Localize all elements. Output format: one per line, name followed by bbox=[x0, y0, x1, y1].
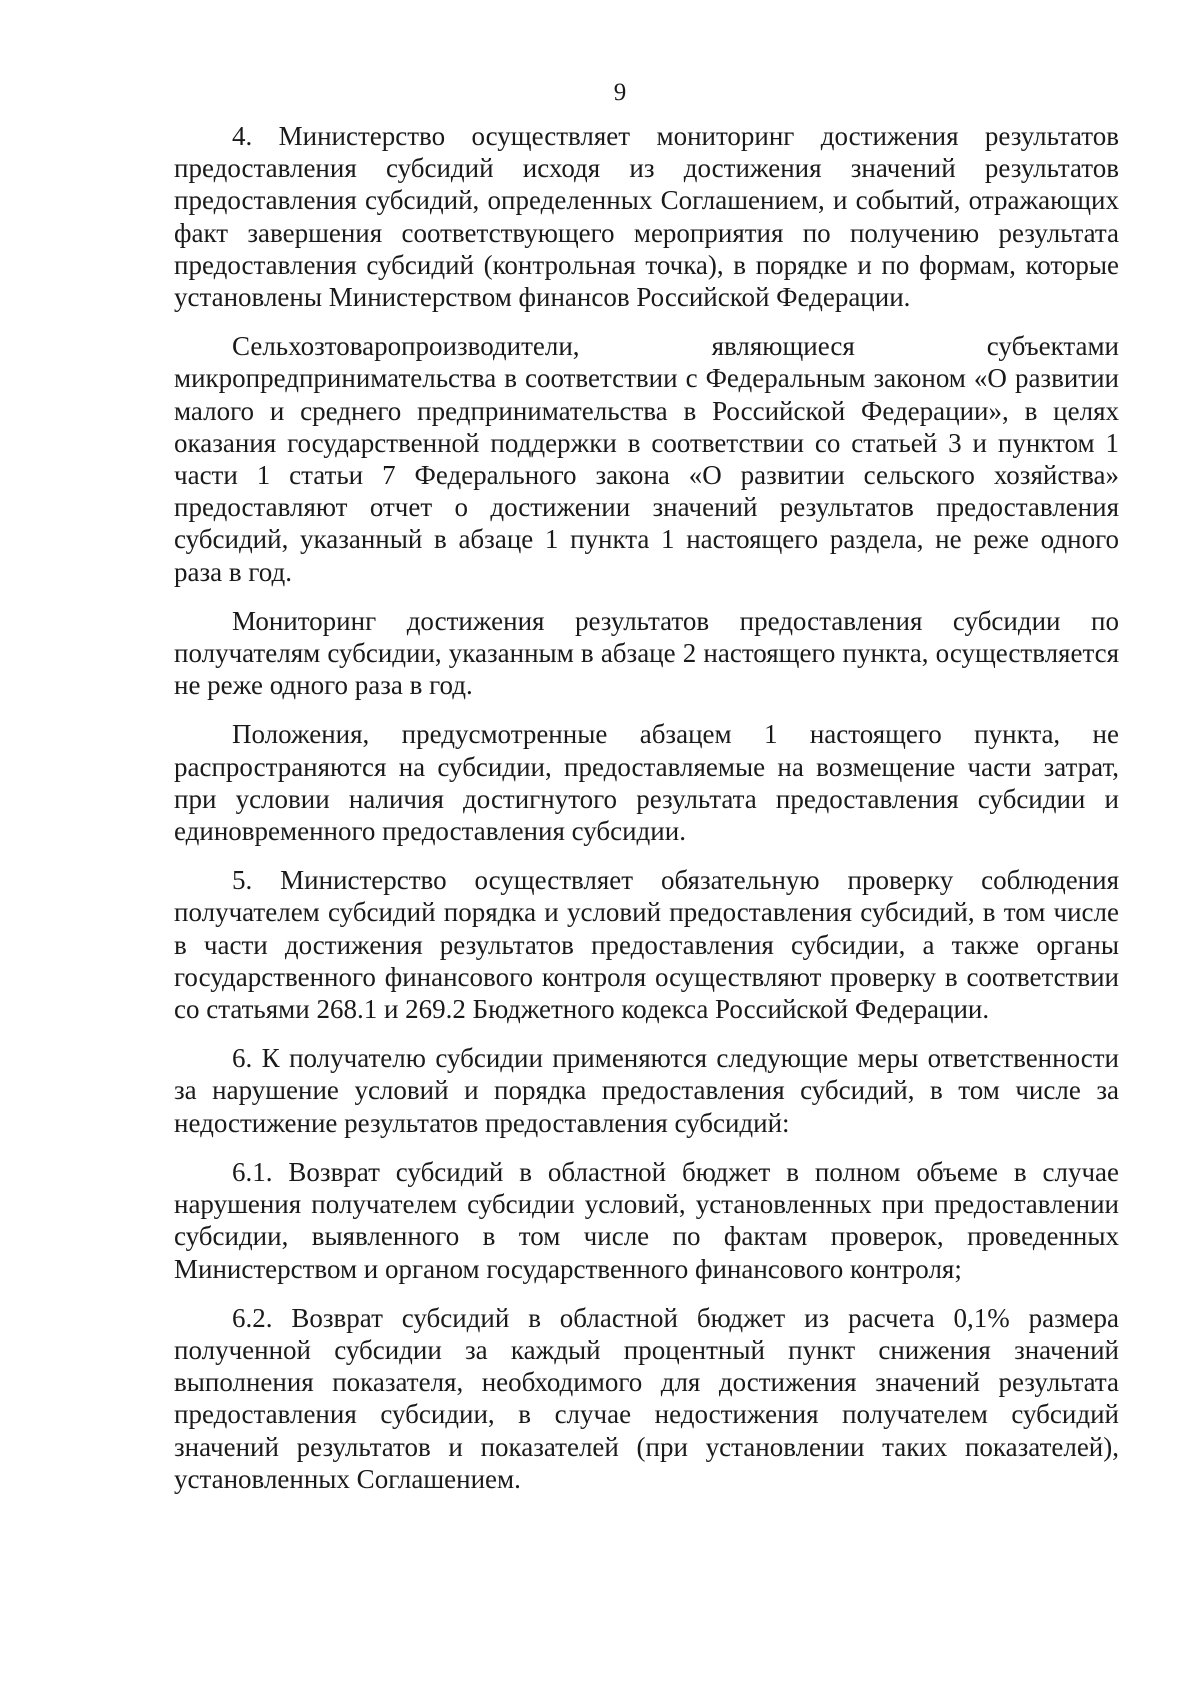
page-number: 9 bbox=[613, 79, 627, 106]
paragraph-item-6-liability: 6. К получателю субсидии применяются следующие меры ответственности за нарушение условий и порядка предоставления субсидий, в том числе за недостижение результатов предоставления субсидий: bbox=[174, 1043, 1119, 1138]
paragraph-item-6-2-partial-refund: 6.2. Возврат субсидий в областной бюджет из расчета 0,1% размера полученной субсидии за каждый процентный пункт снижения значений выполнения показателя, необходимого для достижения значений результата предоставления субсидии, в случае недостижения получателем субсидий значений результатов и показателей (при установлении таких показателей), установленных Соглашением. bbox=[174, 1302, 1119, 1494]
paragraph-item-5-verification: 5. Министерство осуществляет обязательную проверку соблюдения получателем субсидий порядка и условий предоставления субсидий, в том числе в части достижения результатов предоставления субсидии, а также органы государственного финансового контроля осуществляют проверку в соответствии со статьями 268.1 и 269.2 Бюджетного кодекса Российской Федерации. bbox=[174, 865, 1119, 1025]
paragraph-monitoring-frequency: Мониторинг достижения результатов предоставления субсидии по получателям субсидии, указанным в абзаце 2 настоящего пункта, осуществляется не реже одного раза в год. bbox=[174, 605, 1119, 701]
paragraph-micro-enterprises: Сельхозтоваропроизводители, являющиеся субъектами микропредпринимательства в соответствии с Федеральным законом «О развитии малого и среднего предпринимательства в Российской Федерации», в целях оказания государственной поддержки в соответствии со статьей 3 и пунктом 1 части 1 статьи 7 Федерального закона «О развитии сельского хозяйства» предоставляют отчет о достижении значений результатов предоставления субсидий, указанный в абзаце 1 пункта 1 настоящего раздела, не реже одного раза в год. bbox=[174, 331, 1119, 587]
paragraph-item-4-monitoring: 4. Министерство осуществляет мониторинг достижения результатов предоставления субсидий исходя из достижения значений результатов предоставления субсидий, определенных Соглашением, и событий, отражающих факт завершения соответствующего мероприятия по получению результата предоставления субсидий (контрольная точка), в порядке и по формам, которые установлены Министерством финансов Российской Федерации. bbox=[174, 121, 1119, 313]
paragraph-item-6-1-full-refund: 6.1. Возврат субсидий в областной бюджет в полном объеме в случае нарушения получателем субсидии условий, установленных при предоставлении субсидии, выявленного в том числе по фактам проверок, проведенных Министерством и органом государственного финансового контроля; bbox=[174, 1156, 1119, 1284]
paragraph-provisions-exception: Положения, предусмотренные абзацем 1 настоящего пункта, не распространяются на субсидии, предоставляемые на возмещение части затрат, при условии наличия достигнутого результата предоставления субсидии и единовременного предоставления субсидии. bbox=[174, 719, 1119, 847]
document-body bbox=[174, 120, 1119, 1512]
